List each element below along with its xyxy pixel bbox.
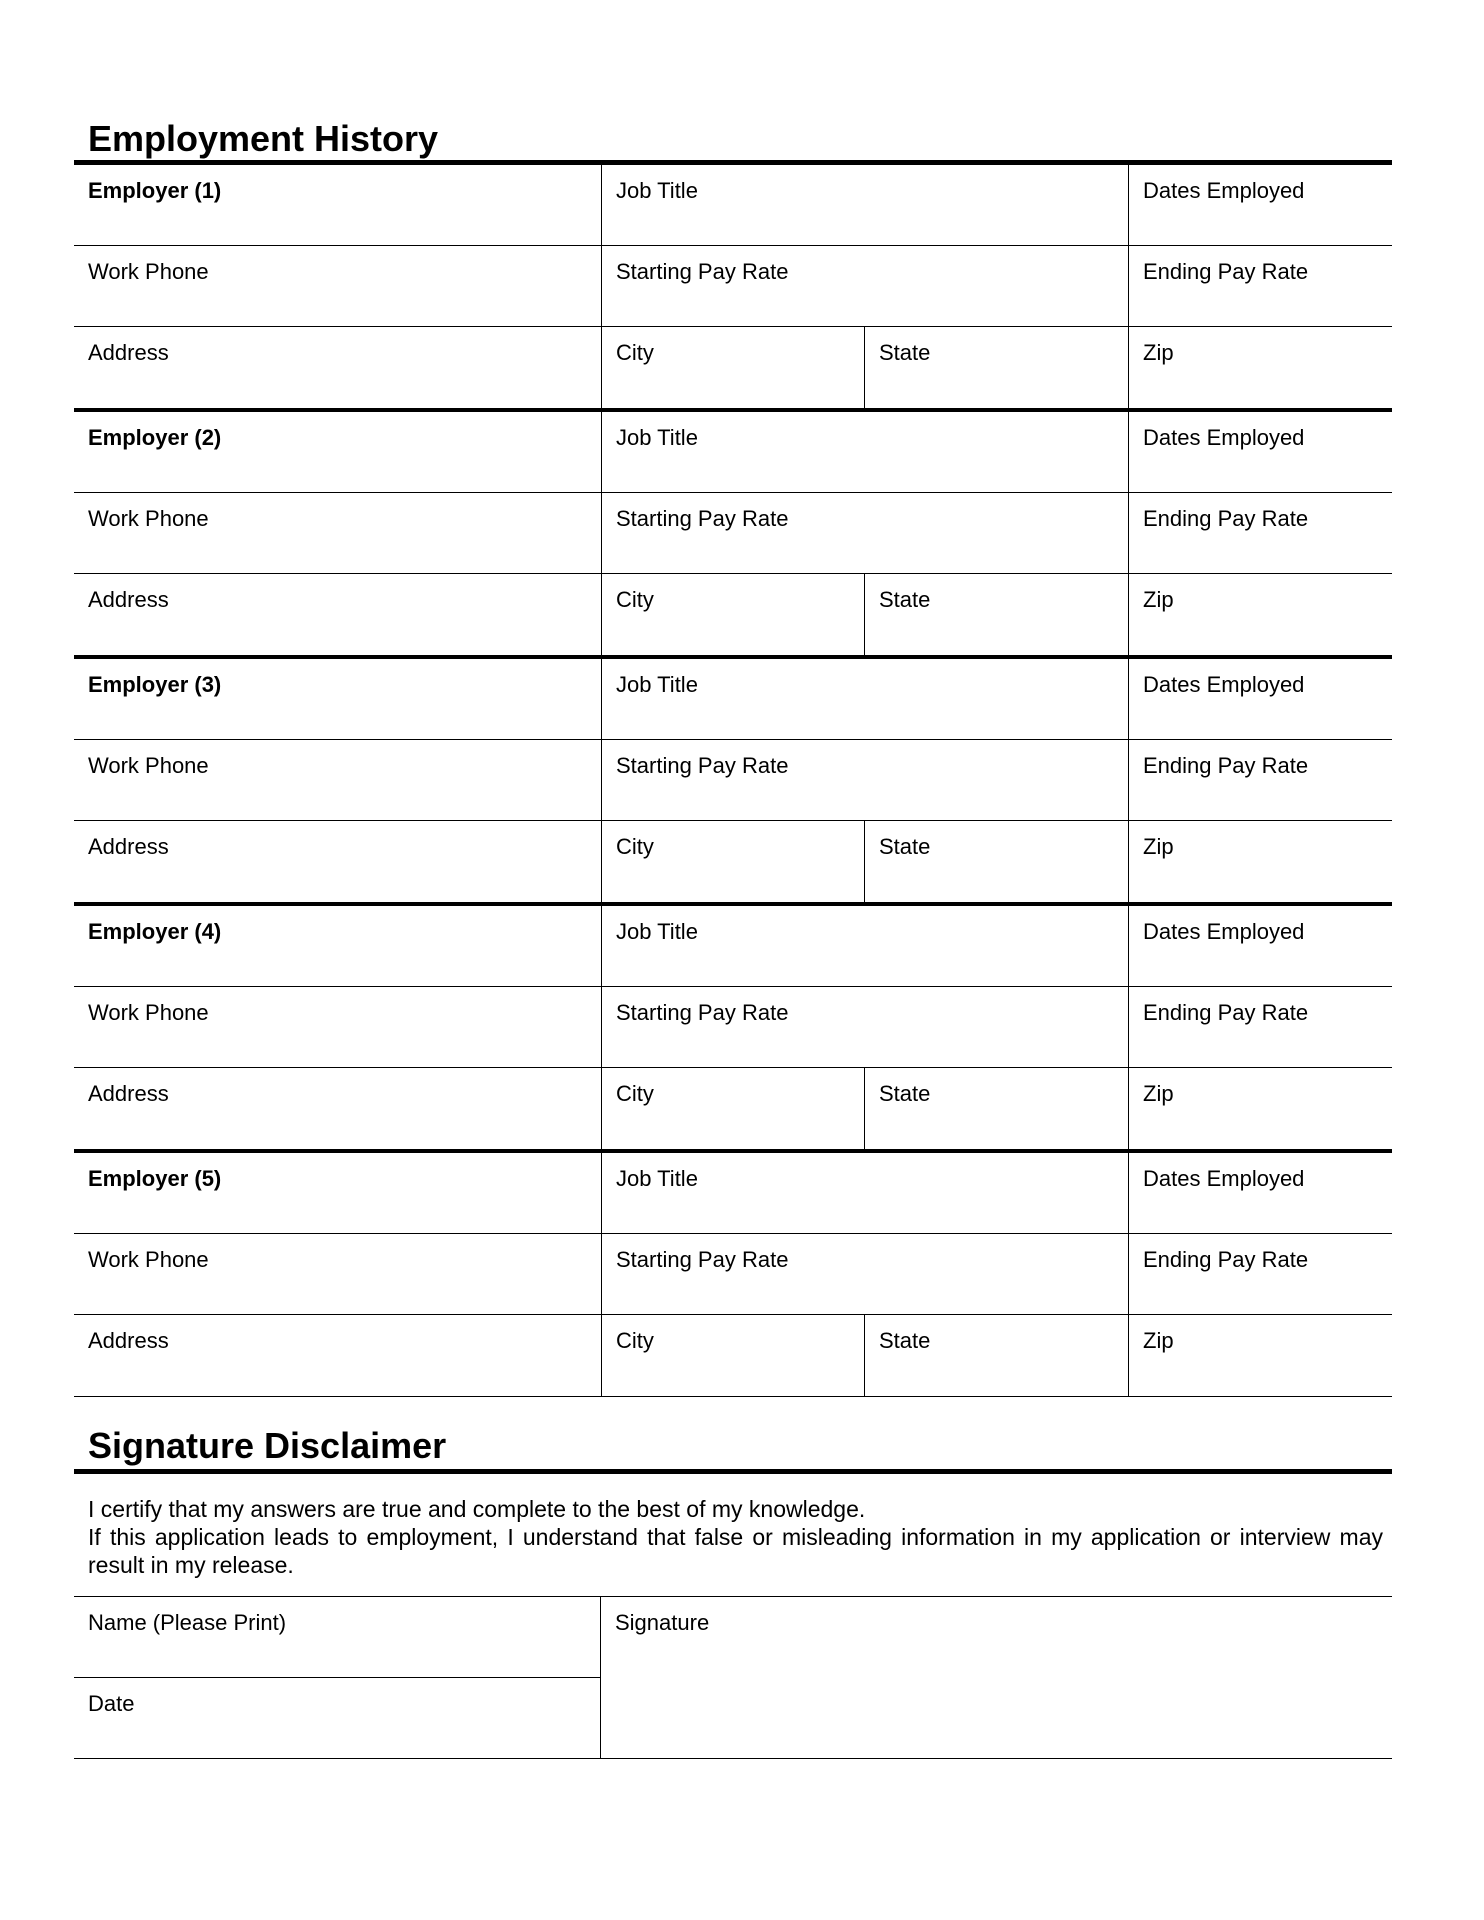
table-row — [74, 1315, 1392, 1396]
employment-history-title: Employment History — [88, 118, 439, 159]
address-field[interactable]: Address — [88, 1328, 169, 1353]
table-row — [74, 659, 1392, 740]
ending-pay-field[interactable]: Ending Pay Rate — [1128, 1234, 1392, 1314]
name-field[interactable]: Name (Please Print) — [74, 1597, 600, 1678]
ending-pay-field[interactable]: Ending Pay Rate — [1128, 493, 1392, 573]
state-field[interactable]: State — [864, 1315, 1128, 1396]
ending-pay-field[interactable]: Ending Pay Rate — [1128, 987, 1392, 1067]
table-row — [74, 246, 1392, 327]
starting-pay-field[interactable]: Starting Pay Rate — [601, 987, 1128, 1067]
city-field[interactable]: City — [601, 327, 864, 408]
employer-block — [74, 902, 1392, 1149]
dates-employed-field[interactable]: Dates Employed — [1128, 165, 1392, 245]
disclaimer-text — [88, 1495, 1383, 1579]
employer-field[interactable]: Employer (5) — [88, 1166, 222, 1191]
starting-pay-field[interactable]: Starting Pay Rate — [601, 493, 1128, 573]
employer-field[interactable]: Employer (3) — [88, 672, 222, 697]
job-title-field[interactable]: Job Title — [601, 165, 1128, 245]
zip-field[interactable]: Zip — [1128, 574, 1392, 655]
zip-field[interactable]: Zip — [1128, 1315, 1392, 1396]
employer-block — [74, 655, 1392, 902]
ending-pay-field[interactable]: Ending Pay Rate — [1128, 740, 1392, 820]
starting-pay-field[interactable]: Starting Pay Rate — [601, 740, 1128, 820]
table-row — [74, 1068, 1392, 1149]
work-phone-field[interactable]: Work Phone — [88, 506, 209, 531]
address-field[interactable]: Address — [88, 587, 169, 612]
employer-block — [74, 408, 1392, 655]
address-field[interactable]: Address — [88, 1081, 169, 1106]
disclaimer-line-2: If this application leads to employment, I understand that false or misleading information in my application or interview may result in my release. — [88, 1524, 1383, 1578]
work-phone-field[interactable]: Work Phone — [88, 259, 209, 284]
signature-disclaimer-title: Signature Disclaimer — [88, 1425, 447, 1466]
section-rule — [74, 1469, 1392, 1474]
zip-field[interactable]: Zip — [1128, 327, 1392, 408]
signature-field[interactable]: Signature — [615, 1610, 710, 1635]
employer-block — [74, 165, 1392, 408]
table-row — [74, 740, 1392, 821]
table-row — [74, 821, 1392, 902]
job-title-field[interactable]: Job Title — [601, 1153, 1128, 1233]
table-row — [74, 987, 1392, 1068]
employer-field[interactable]: Employer (2) — [88, 425, 222, 450]
city-field[interactable]: City — [601, 1315, 864, 1396]
address-field[interactable]: Address — [88, 340, 169, 365]
table-row — [74, 327, 1392, 408]
date-field[interactable]: Date — [88, 1690, 135, 1716]
dates-employed-field[interactable]: Dates Employed — [1128, 659, 1392, 739]
state-field[interactable]: State — [864, 327, 1128, 408]
job-title-field[interactable]: Job Title — [601, 906, 1128, 986]
employer-field[interactable]: Employer (1) — [88, 178, 222, 203]
job-title-field[interactable]: Job Title — [601, 412, 1128, 492]
zip-field[interactable]: Zip — [1128, 1068, 1392, 1149]
table-row — [74, 493, 1392, 574]
table-row — [74, 906, 1392, 987]
work-phone-field[interactable]: Work Phone — [88, 1000, 209, 1025]
signature-table — [74, 1596, 1392, 1759]
table-row — [74, 574, 1392, 655]
state-field[interactable]: State — [864, 574, 1128, 655]
table-row — [74, 1153, 1392, 1234]
ending-pay-field[interactable]: Ending Pay Rate — [1128, 246, 1392, 326]
state-field[interactable]: State — [864, 1068, 1128, 1149]
employer-block — [74, 1149, 1392, 1396]
city-field[interactable]: City — [601, 821, 864, 902]
table-row — [74, 1234, 1392, 1315]
dates-employed-field[interactable]: Dates Employed — [1128, 1153, 1392, 1233]
employer-field[interactable]: Employer (4) — [88, 919, 222, 944]
work-phone-field[interactable]: Work Phone — [88, 753, 209, 778]
city-field[interactable]: City — [601, 1068, 864, 1149]
work-phone-field[interactable]: Work Phone — [88, 1247, 209, 1272]
address-field[interactable]: Address — [88, 834, 169, 859]
table-row — [74, 165, 1392, 246]
starting-pay-field[interactable]: Starting Pay Rate — [601, 1234, 1128, 1314]
table-row — [74, 412, 1392, 493]
table-bottom-rule — [74, 1396, 1392, 1397]
job-title-field[interactable]: Job Title — [601, 659, 1128, 739]
city-field[interactable]: City — [601, 574, 864, 655]
dates-employed-field[interactable]: Dates Employed — [1128, 412, 1392, 492]
starting-pay-field[interactable]: Starting Pay Rate — [601, 246, 1128, 326]
dates-employed-field[interactable]: Dates Employed — [1128, 906, 1392, 986]
signature-left-column — [74, 1597, 601, 1758]
zip-field[interactable]: Zip — [1128, 821, 1392, 902]
state-field[interactable]: State — [864, 821, 1128, 902]
employment-history-table — [74, 165, 1392, 1397]
disclaimer-line-1: I certify that my answers are true and complete to the best of my knowledge. — [88, 1496, 866, 1522]
